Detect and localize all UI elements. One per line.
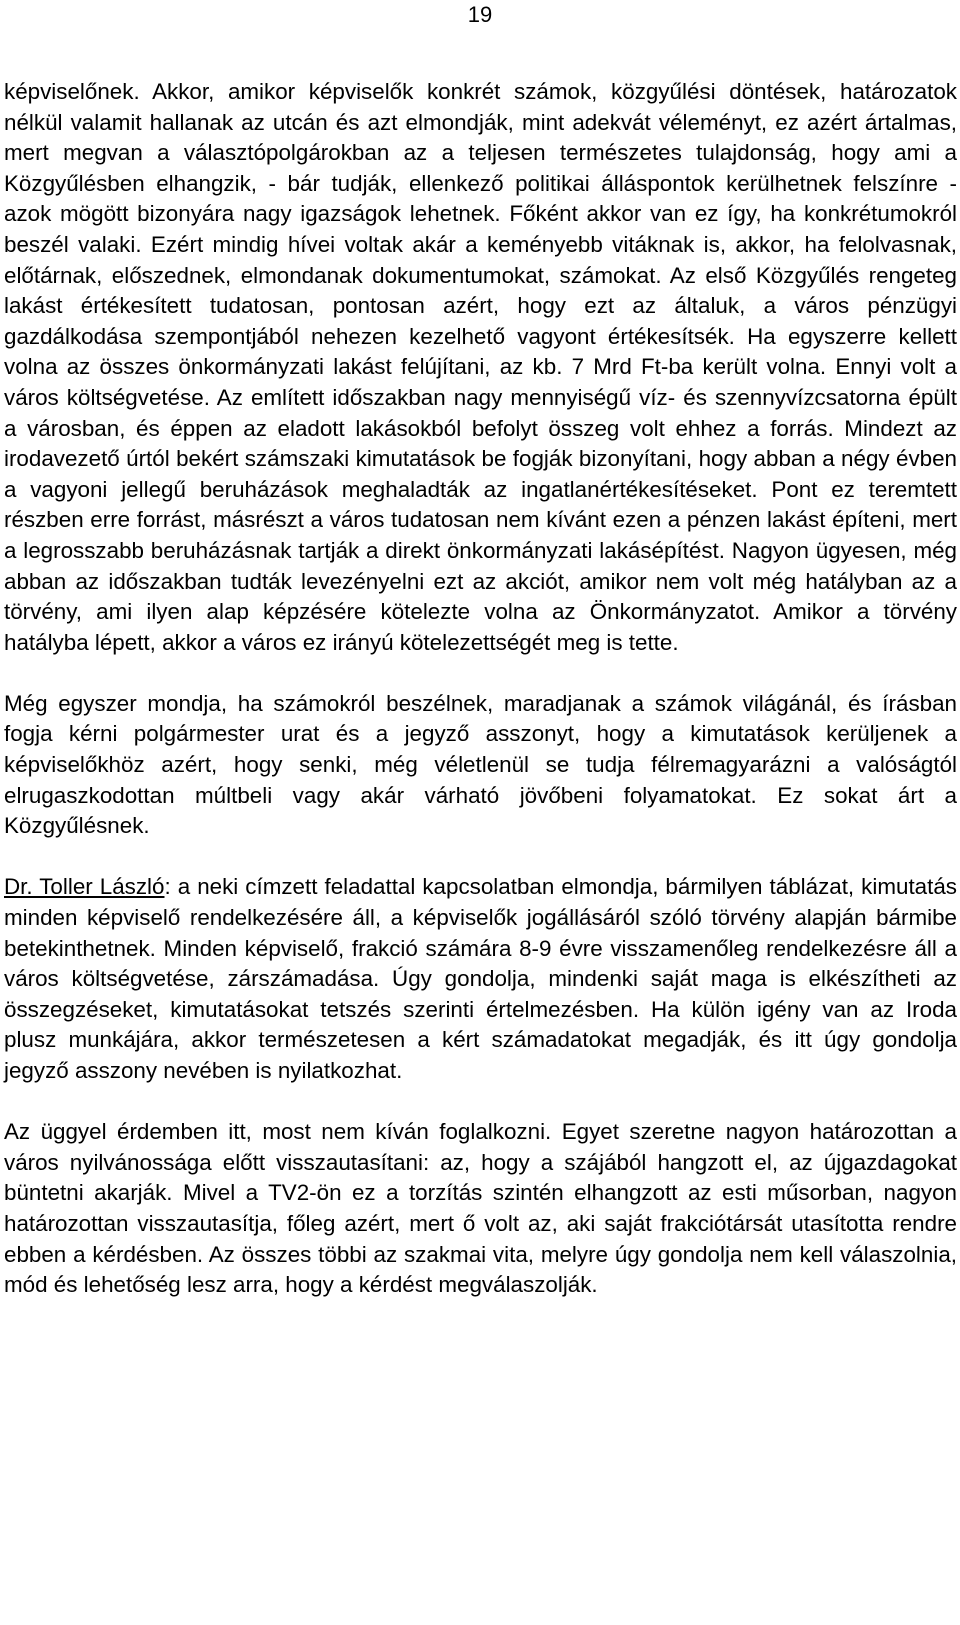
paragraph-3-text: : a neki címzett feladattal kapcsolatban elmondja, bármilyen táblázat, kimutatás minden képviselő rendelkezésére áll, a képviselők jogállásáról szóló törvény alapján bármibe betekinthetnek. Minden képviselő, frakció számára 8-9 évre visszamenőleg rendelkezésre áll a város költségvetése, zárszámadása. Úgy gondolja, mindenki saját maga is elkészítheti az összegzéseket, kimutatásokat tetszés szerinti értelmezésben. Ha külön igény van az Iroda plusz munkájára, akkor természetesen a kért számadatokat megadják, és itt úgy gondolja jegyző asszony nevében is nyilatkozhat. [4,874,957,1083]
paragraph-4: Az üggyel érdemben itt, most nem kíván foglalkozni. Egyet szeretne nagyon határozottan a város nyilvánossága előtt visszautasítani: az, hogy a szájából hangzott el, az újgazdagokat büntetni akarják. Mivel a TV2-ön ez a torzítás szintén elhangzott az esti műsorban, nagyon határozottan visszautasítja, főleg azért, mert ő volt az, aki saját frakciótársát utasította rendre ebben a kérdésben. Az összes többi az szakmai vita, melyre úgy gondolja nem kell válaszolnia, mód és lehetőség lesz arra, hogy a kérdést megválaszolják. [4,1119,957,1298]
paragraph-1: képviselőnek. Akkor, amikor képviselők konkrét számok, közgyűlési döntések, határozatok nélkül valamit hallanak az utcán és azt elmondják, mint adekvát véleményt, ez azért ártalmas, mert megvan a választópolgárokban az a teljesen természetes tulajdonság, hogy ami a Közgyűlésben elhangzik, - bár tudják, ellenkező politikai álláspontok kerülhetnek felszínre - azok mögött bizonyára nagy igazságok lehetnek. Főként akkor van ez így, ha konkrétumokról beszél valaki. Ezért mindig hívei voltak akár a keményebb vitáknak is, akkor, ha felolvasnak, előtárnak, előszednek, elmondanak dokumentumokat, számokat. Az első Közgyűlés rengeteg lakást értékesített tudatosan, pontosan azért, hogy ezt az általuk, a város pénzügyi gazdálkodása szempontjából nehezen kezelhető vagyont értékesítsék. Ha egyszerre kellett volna az összes önkormányzati lakást felújítani, az kb. 7 Mrd Ft-ba került volna. Ennyi volt a város költségvetése. Az említett időszakban nagy mennyiségű víz- és szennyvízcsatorna épült a városban, és éppen az eladott lakásokból befolyt összeg volt ehhez a forrás. Mindezt az irodavezető úrtól bekért számszaki kimutatások be fogják bizonyítani, hogy abban a négy évben a vagyoni jellegű beruházások meghaladták az ingatlanértékesítéseket. Pont ez teremtett részben erre forrást, másrészt a város tudatosan nem kívánt ezen a pénzen lakást építeni, mert a legrosszabb beruházásnak tartják a direkt önkormányzati lakásépítést. Nagyon ügyesen, még abban az időszakban tudták levezényelni ezt az akciót, amikor nem volt még hatályban az a törvény, ami ilyen alap képzésére kötelezte volna az Önkormányzatot. Amikor a törvény hatályba lépett, akkor a város ez irányú kötelezettségét meg is tette. [4,79,957,655]
page-number [0,2,960,28]
paragraph-3 [4,872,957,1086]
paragraph-2: Még egyszer mondja, ha számokról beszélnek, maradjanak a számok világánál, és írásban fogja kérni polgármester urat és a jegyző asszonyt, hogy a kimutatások kerüljenek a képviselőkhöz azért, hogy senki, még véletlenül se tudja félremagyarázni a valóságtól elrugaszkodottan múltbeli vagy akár várható jövőbeni folyamatokat. Ez sokat árt a Közgyűlésnek. [4,690,957,839]
page-number-text: 19 [467,2,493,27]
speaker-name: Dr. Toller László [4,874,165,900]
document-body [4,77,957,1301]
